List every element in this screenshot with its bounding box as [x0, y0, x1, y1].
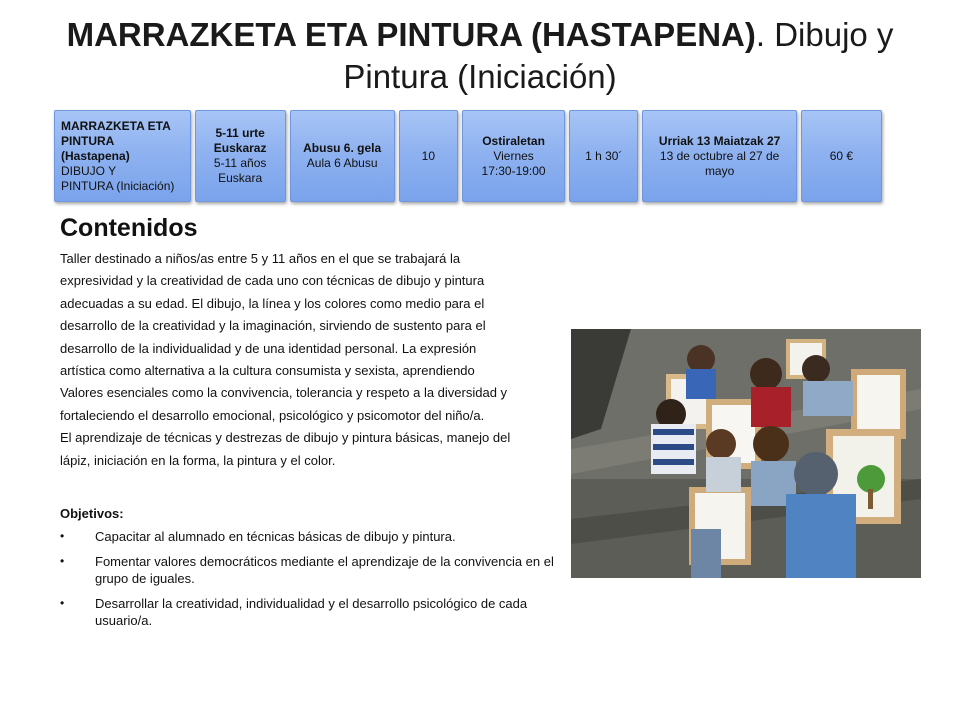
- body-line: adecuadas a su edad. El dibujo, la línea y los colores como medio para el: [60, 295, 485, 311]
- bullet-icon: •: [60, 554, 65, 568]
- schedule-cell: [462, 110, 565, 202]
- day-eu: Ostiraletan: [482, 133, 545, 148]
- bullet-icon: •: [60, 596, 65, 610]
- body-line: desarrollo de la individualidad y de una identidad personal. La expresión: [60, 340, 477, 356]
- dates-cell: [642, 110, 796, 202]
- course-name-eu: MARRAZKETA ETA PINTURA (Hastapena): [61, 118, 171, 163]
- places-cell: [399, 110, 458, 202]
- course-info-row: [54, 110, 882, 202]
- duration-value: 1 h 30´: [585, 148, 623, 163]
- objetivo-text: Desarrollar la creatividad, individualidad y el desarrollo psicológico de cada usuario/a.: [95, 596, 528, 628]
- objetivos-list: [60, 528, 560, 637]
- contenidos-body: [60, 248, 580, 472]
- room-eu: Abusu 6. gela: [303, 141, 382, 155]
- page-title: [40, 14, 920, 98]
- body-line: expresividad y la creatividad de cada uno con técnicas de dibujo y pintura: [60, 273, 485, 289]
- language-es: Euskara: [218, 171, 263, 185]
- body-line: El aprendizaje de técnicas y destrezas de dibujo y pintura básicas, manejo del: [60, 430, 511, 446]
- duration-cell: [569, 110, 638, 202]
- price-cell: [801, 110, 882, 202]
- places-value: 10: [421, 148, 436, 163]
- body-line: fortaleciendo el desarrollo emocional, psicológico y psicomotor del niño/a.: [60, 407, 485, 423]
- objetivos-heading: Objetivos:: [60, 506, 124, 521]
- body-line: artística como alternativa a la cultura consumista y sexista, aprendiendo: [60, 363, 475, 379]
- price-value: 60 €: [829, 148, 854, 163]
- bullet-icon: •: [60, 529, 65, 543]
- children-drawing-photo: [571, 329, 921, 578]
- day-es: Viernes: [493, 148, 534, 163]
- room-cell: [290, 110, 395, 202]
- ages-es: 5-11 años: [213, 156, 267, 170]
- body-line: desarrollo de la creatividad y la imaginación, sirviendo de sustento para el: [60, 318, 486, 334]
- objetivo-text: Fomentar valores democráticos mediante el aprendizaje de la convivencia en el grupo de iguales.: [95, 554, 554, 586]
- course-name-es-2: PINTURA (Iniciación): [61, 178, 175, 193]
- objetivo-item: [60, 595, 560, 629]
- objetivo-text: Capacitar al alumnado en técnicas básicas de dibujo y pintura.: [95, 529, 456, 544]
- schedule-time: 17:30-19:00: [481, 163, 546, 178]
- ages-eu: 5-11 urte: [215, 126, 265, 140]
- title-normal: . Dibujo y Pintura (Iniciación): [343, 16, 894, 95]
- ages-cell: [195, 110, 286, 202]
- objetivo-item: [60, 553, 560, 587]
- course-name-es-1: DIBUJO Y: [61, 163, 117, 178]
- dates-eu: Urriak 13 Maiatzak 27: [658, 133, 781, 148]
- title-bold: MARRAZKETA ETA PINTURA (HASTAPENA): [66, 16, 756, 53]
- room-es: Aula 6 Abusu: [306, 156, 378, 170]
- objetivo-item: [60, 528, 560, 545]
- contenidos-heading: Contenidos: [60, 214, 198, 242]
- body-line: Taller destinado a niños/as entre 5 y 11 años en el que se trabajará la: [60, 251, 461, 266]
- language-eu: Euskaraz: [213, 141, 267, 155]
- dates-es: 13 de octubre al 27 de mayo: [659, 148, 780, 178]
- course-name-cell: [54, 110, 191, 202]
- body-line: Valores esenciales como la convivencia, tolerancia y respeto a la diversidad y: [60, 385, 508, 401]
- body-line: lápiz, iniciación en la forma, la pintura y el color.: [60, 452, 336, 468]
